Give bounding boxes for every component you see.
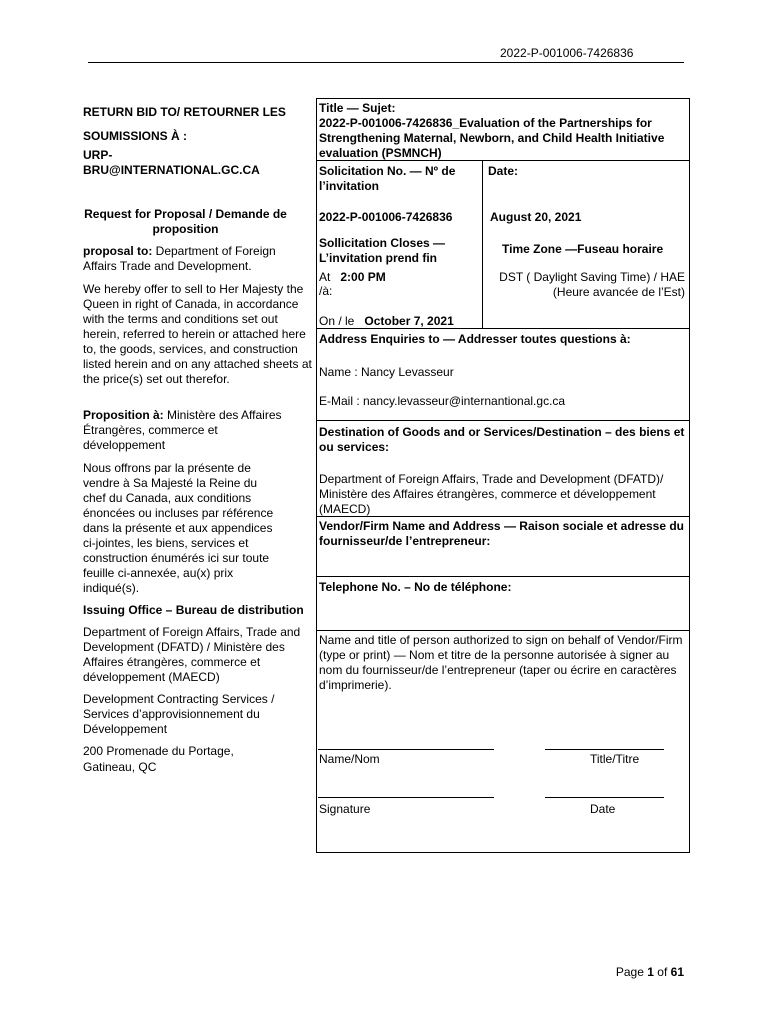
name-signature-line — [318, 749, 494, 750]
row-divider — [316, 630, 690, 631]
proposal-to — [83, 244, 298, 274]
return-email: URP-BRU@INTERNATIONAL.GC.CA — [83, 148, 260, 177]
vendor-label: Vendor/Firm Name and Address — Raison sociale et adresse du fournisseur/de l’entrepreneur: — [319, 519, 685, 548]
telephone-label: Telephone No. – No de téléphone: — [319, 580, 512, 594]
title-block — [319, 101, 685, 161]
proposition-text: Ministère des Affaires Étrangères, commerce et développement — [83, 408, 282, 452]
date-signature-label: Date — [590, 802, 616, 816]
department-name: Department of Foreign Affairs, Trade and Development (DFATD) / Ministère des Affaires étrangères, commerce et développement (MAECD) — [83, 625, 301, 684]
page-number — [616, 965, 684, 979]
contracting-services: Development Contracting Services / Services d’approvisionnement du Développement — [83, 692, 275, 736]
date-label: Date: — [488, 164, 519, 178]
issuing-office-heading: Issuing Office – Bureau de distribution — [83, 603, 304, 617]
authorized-signatory-text: Name and title of person authorized to sign on behalf of Vendor/Firm (type or print) — Nom et titre de la personne autorisée à signer au nom du fournisseur/de l’entrepreneur (taper ou écrire en caractères d’imprimerie). — [319, 633, 683, 692]
contact-email: E-Mail : nancy.levasseur@internantional.gc.ca — [319, 394, 566, 408]
on-label: On / le — [319, 314, 355, 328]
signature-label: Signature — [319, 802, 371, 816]
timezone-value: DST ( Daylight Saving Time) / HAE (Heure avancée de l’Est) — [499, 270, 685, 299]
title-label: Title — Sujet: — [319, 101, 396, 115]
page-of: of — [657, 965, 668, 979]
page-total: 61 — [670, 965, 684, 979]
row-divider — [316, 420, 690, 421]
solicitation-number: 2022-P-001006-7426836 — [319, 210, 453, 224]
address-line-1: 200 Promenade du Portage, — [83, 744, 234, 758]
contact-name: Name : Nancy Levasseur — [319, 365, 454, 379]
document-number: 2022-P-001006-7426836 — [500, 46, 634, 60]
solicitation-label: Solicitation No. — Nº de l’invitation — [319, 164, 456, 193]
page-current: 1 — [647, 965, 654, 979]
proposition-a — [83, 408, 298, 453]
enquiries-label: Address Enquiries to — Addresser toutes questions à: — [319, 332, 631, 346]
header-rule — [88, 62, 684, 63]
destination-value: Department of Foreign Affairs, Trade and Development (DFATD)/ Ministère des Affaires étrangères, commerce et développement (MAECD) — [319, 472, 664, 516]
return-bid-heading: RETURN BID TO/ RETOURNER LES SOUMISSIONS À : — [83, 105, 286, 143]
offer-english: We hereby offer to sell to Her Majesty the Queen in right of Canada, in accordance with the terms and conditions set out herein, referred to herein or attached here to, the goods, services, and construction listed herein and on any attached sheets at the price(s) set out therefor. — [83, 282, 312, 386]
proposition-label: Proposition à: — [83, 408, 164, 422]
title-titre-label: Title/Titre — [590, 752, 640, 766]
a-label: /à: — [319, 284, 333, 298]
closing-date — [319, 314, 454, 329]
title-signature-line — [545, 749, 664, 750]
closing-time — [319, 270, 386, 285]
row-divider — [316, 576, 690, 577]
rfp-title: Request for Proposal / Demande de proposition — [84, 207, 287, 236]
address-line-2: Gatineau, QC — [83, 760, 157, 774]
proposal-to-label: proposal to: — [83, 244, 153, 258]
closes-label: Sollicitation Closes — L’invitation prend fin — [319, 236, 446, 265]
signature-line — [318, 797, 494, 798]
name-nom-label: Name/Nom — [319, 752, 380, 766]
at-label: At — [319, 270, 331, 284]
proposal-to-text: Department of Foreign Affairs Trade and Development. — [83, 244, 276, 273]
timezone-label: Time Zone —Fuseau horaire — [502, 242, 664, 256]
title-value: 2022-P-001006-7426836_Evaluation of the Partnerships for Strengthening Maternal, Newborn, and Child Health Initiative evaluation (PSMNCH) — [319, 116, 665, 160]
column-divider — [482, 160, 483, 328]
destination-label: Destination of Goods and or Services/Destination – des biens et ou services: — [319, 425, 685, 454]
closing-time-value: 2:00 PM — [340, 270, 386, 284]
date-signature-line — [545, 797, 664, 798]
closing-date-value: October 7, 2021 — [364, 314, 454, 328]
page-prefix: Page — [615, 965, 644, 979]
issue-date: August 20, 2021 — [490, 210, 582, 224]
offer-french: Nous offrons par la présente de vendre à Sa Majesté la Reine du chef du Canada, aux conditions énoncées ou incluses par référence dans la présente et aux appendices ci-jointes, les biens, services et construction énumérés ici sur toute feuille ci-annexée, au(x) prix indiqué(s). — [83, 461, 274, 595]
